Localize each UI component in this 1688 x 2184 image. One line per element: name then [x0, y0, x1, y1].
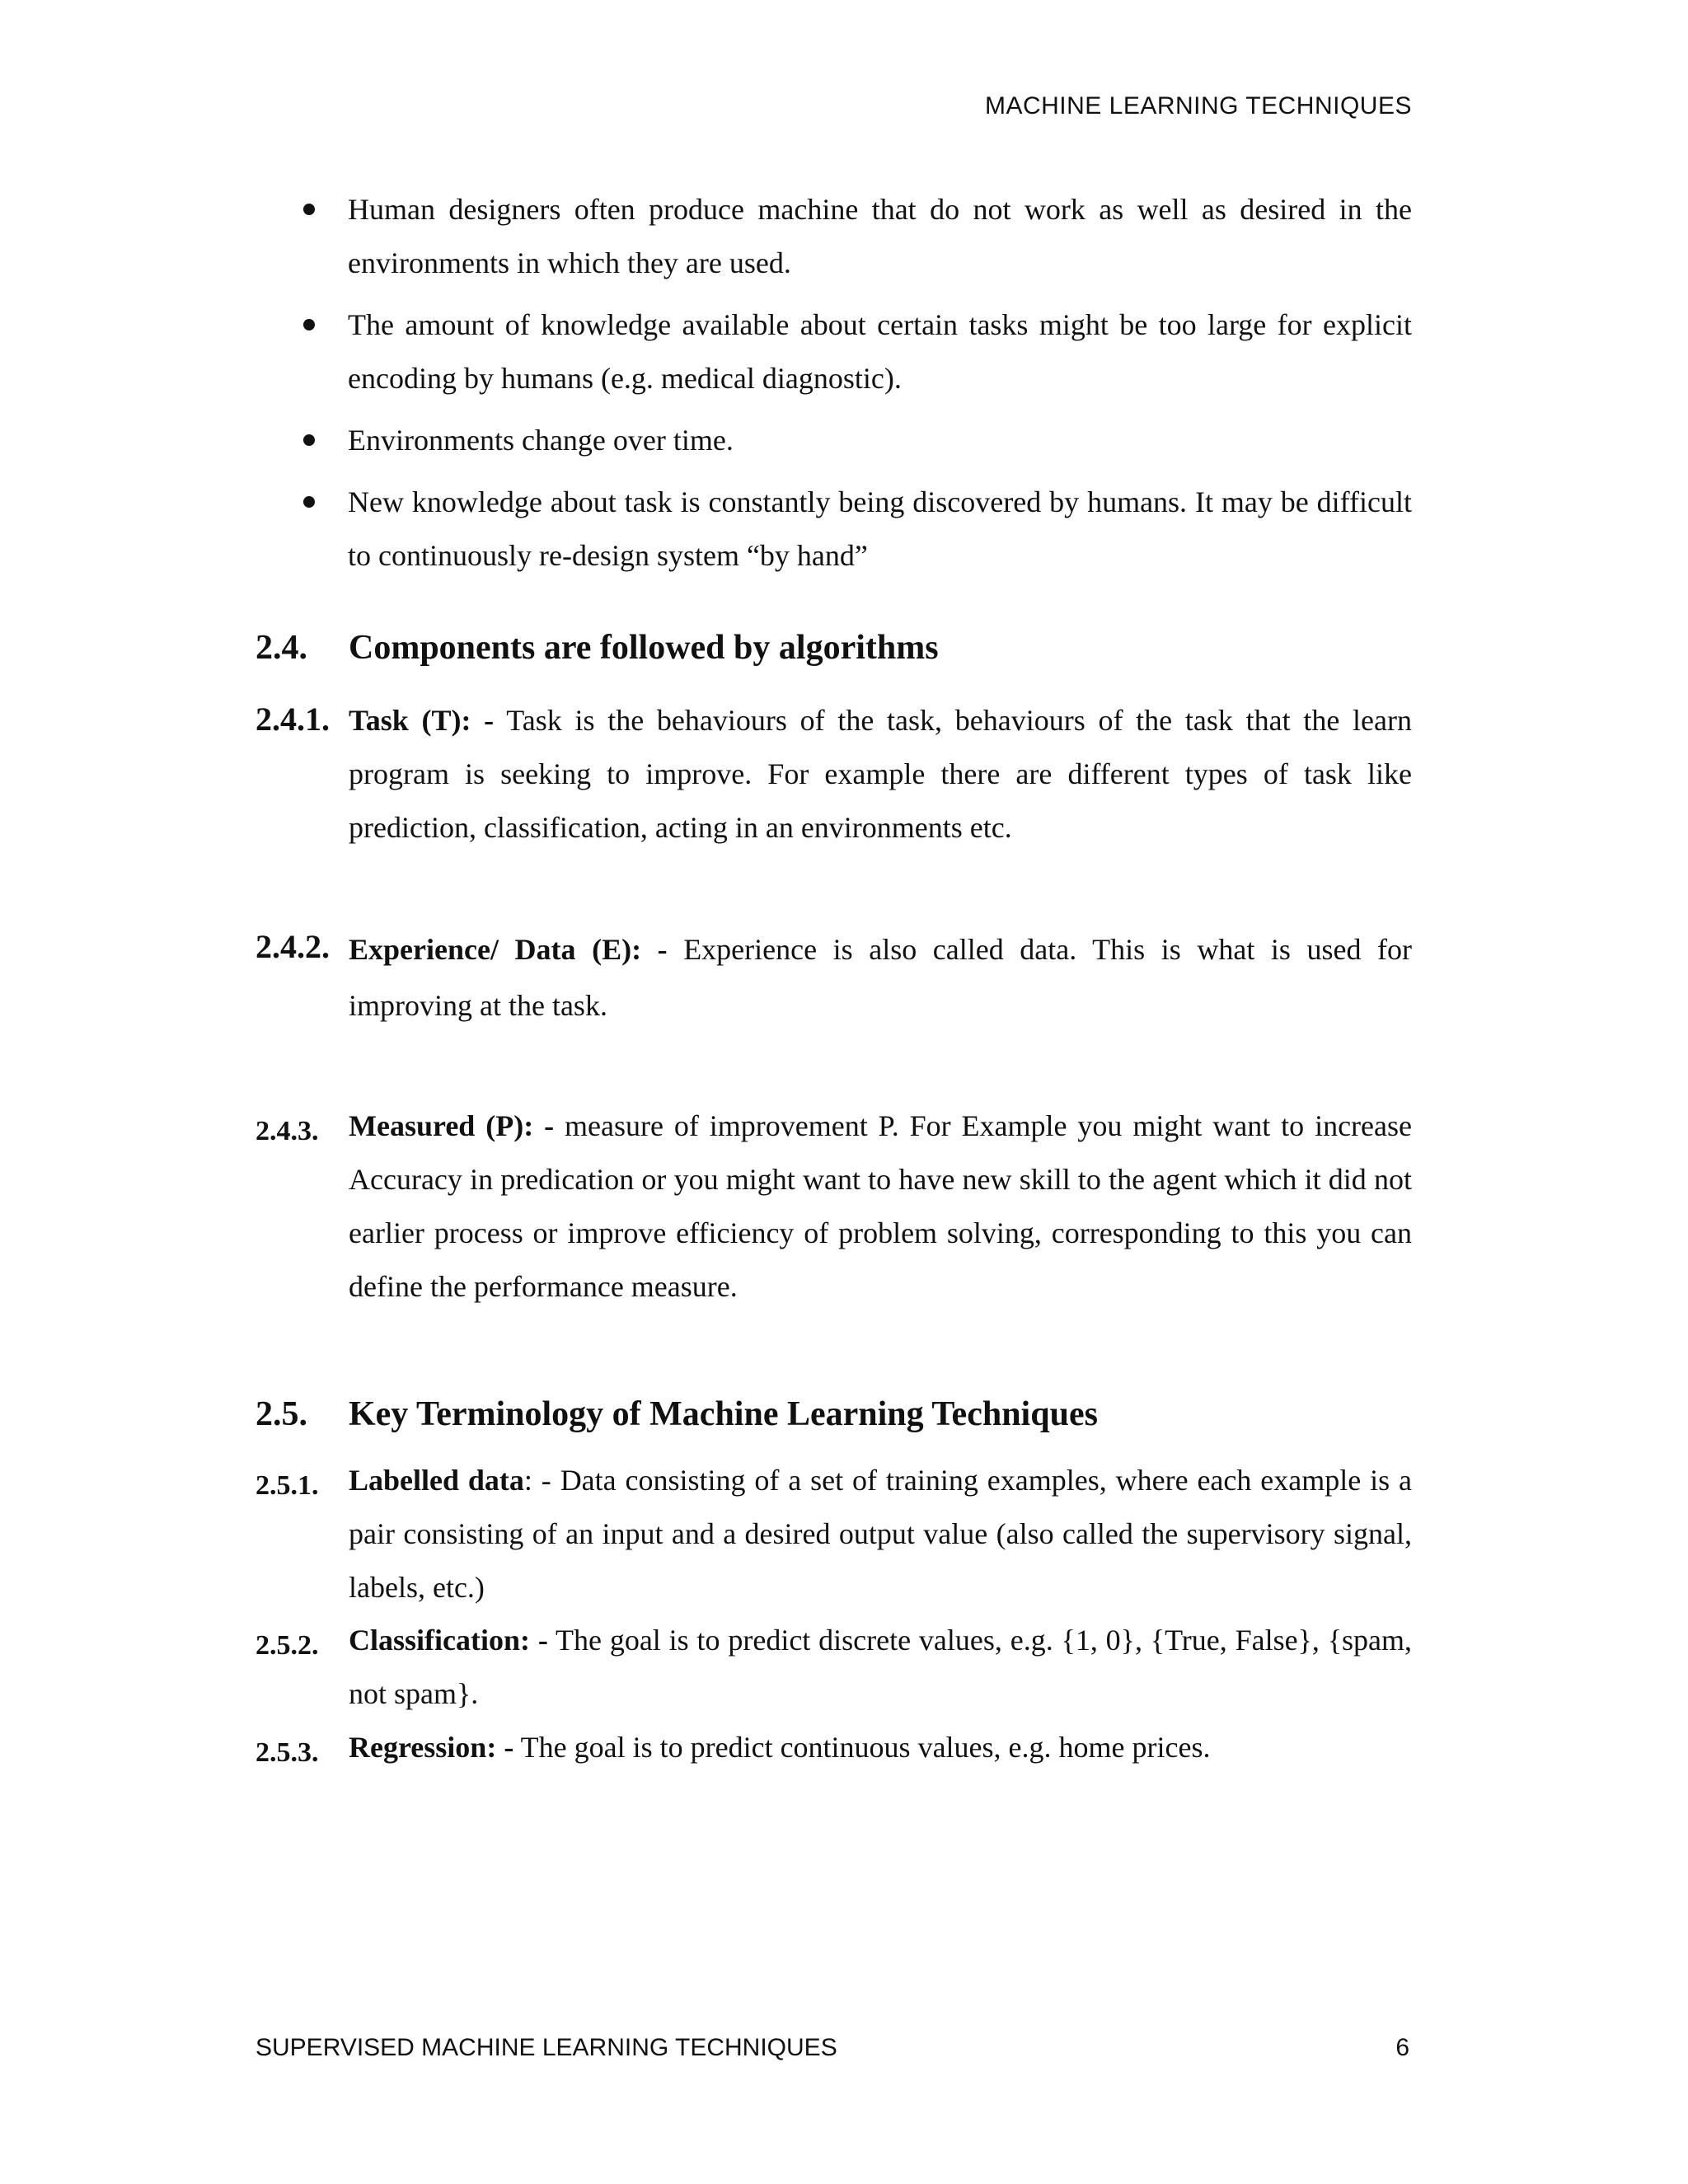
bullet-icon: [303, 204, 315, 215]
subsection-text: : - Data consisting of a set of training examples, where each example is a pair consisting of an input and a desired output value (also called the supervisory signal, labels, etc.): [349, 1464, 1412, 1604]
subsection-2-5-1: [256, 1454, 1412, 1615]
subsection-number: 2.4.2.: [256, 928, 330, 965]
section-title: Components are followed by algorithms: [349, 629, 939, 667]
bullet-icon: [303, 434, 315, 446]
subsection-text: measure of improvement P. For Example you might want to increase Accuracy in predication or you might want to have new skill to the agent which it did not earlier process or improve efficiency of problem solving, corresponding to this you can define the performance measure.: [349, 1109, 1412, 1303]
section-title: Key Terminology of Machine Learning Techniques: [349, 1395, 1098, 1433]
running-header: MACHINE LEARNING TECHNIQUES: [984, 92, 1412, 120]
page-number: 6: [1395, 2034, 1409, 2061]
subsection-2-4-1: [256, 694, 1412, 855]
bullet-text: Environments change over time.: [348, 424, 734, 457]
subsection-number: 2.5.2.: [256, 1630, 319, 1661]
bullet-item: [297, 414, 1412, 467]
section-number: 2.4.: [256, 629, 307, 667]
subsection-2-5-3: [256, 1721, 1412, 1774]
subsection-2-5-2: [256, 1614, 1412, 1721]
bullet-text: The amount of knowledge available about certain tasks might be too large for explicit encoding by humans (e.g. medical diagnostic).: [348, 308, 1412, 395]
bullet-item: [297, 298, 1412, 405]
subsection-number: 2.4.3.: [256, 1116, 319, 1146]
subsection-text: Experience is also called data. This is what is used for improving at the task.: [349, 933, 1412, 1022]
bullet-text: New knowledge about task is constantly being discovered by humans. It may be difficult to continuously re-design system “by hand”: [348, 485, 1412, 572]
bullet-icon: [303, 319, 315, 330]
bullet-list: [297, 183, 1412, 591]
bullet-item: [297, 183, 1412, 290]
subsection-term: Labelled data: [349, 1464, 524, 1497]
bullet-item: [297, 476, 1412, 583]
section-number: 2.5.: [256, 1395, 307, 1433]
subsection-text: The goal is to predict continuous values, e.g. home prices.: [513, 1731, 1211, 1764]
subsection-number: 2.5.1.: [256, 1470, 319, 1501]
subsection-2-4-3: [256, 1099, 1412, 1314]
subsection-term: Task (T): -: [349, 704, 495, 737]
subsection-text: Task is the behaviours of the task, behaviours of the task that the learn program is seeking to improve. For example there are different types of task like prediction, classification, acting in an environments etc.: [349, 704, 1412, 844]
running-footer-title: SUPERVISED MACHINE LEARNING TECHNIQUES: [256, 2034, 837, 2061]
subsection-term: Experience/ Data (E): -: [349, 933, 668, 966]
subsection-number: 2.5.3.: [256, 1737, 319, 1768]
bullet-text: Human designers often produce machine that do not work as well as desired in the environments in which they are used.: [348, 193, 1412, 279]
section-heading-2-4: [256, 628, 939, 668]
subsection-number: 2.4.1.: [256, 701, 330, 738]
subsection-term: Regression: -: [349, 1731, 514, 1764]
section-heading-2-5: [256, 1394, 1098, 1434]
bullet-icon: [303, 496, 315, 508]
subsection-text: The goal is to predict discrete values, e.g. {1, 0}, {True, False}, {spam, not spam}.: [349, 1624, 1412, 1710]
subsection-term: Classification: -: [349, 1624, 548, 1657]
subsection-2-4-2: [256, 921, 1412, 1033]
subsection-term: Measured (P): -: [349, 1109, 555, 1142]
